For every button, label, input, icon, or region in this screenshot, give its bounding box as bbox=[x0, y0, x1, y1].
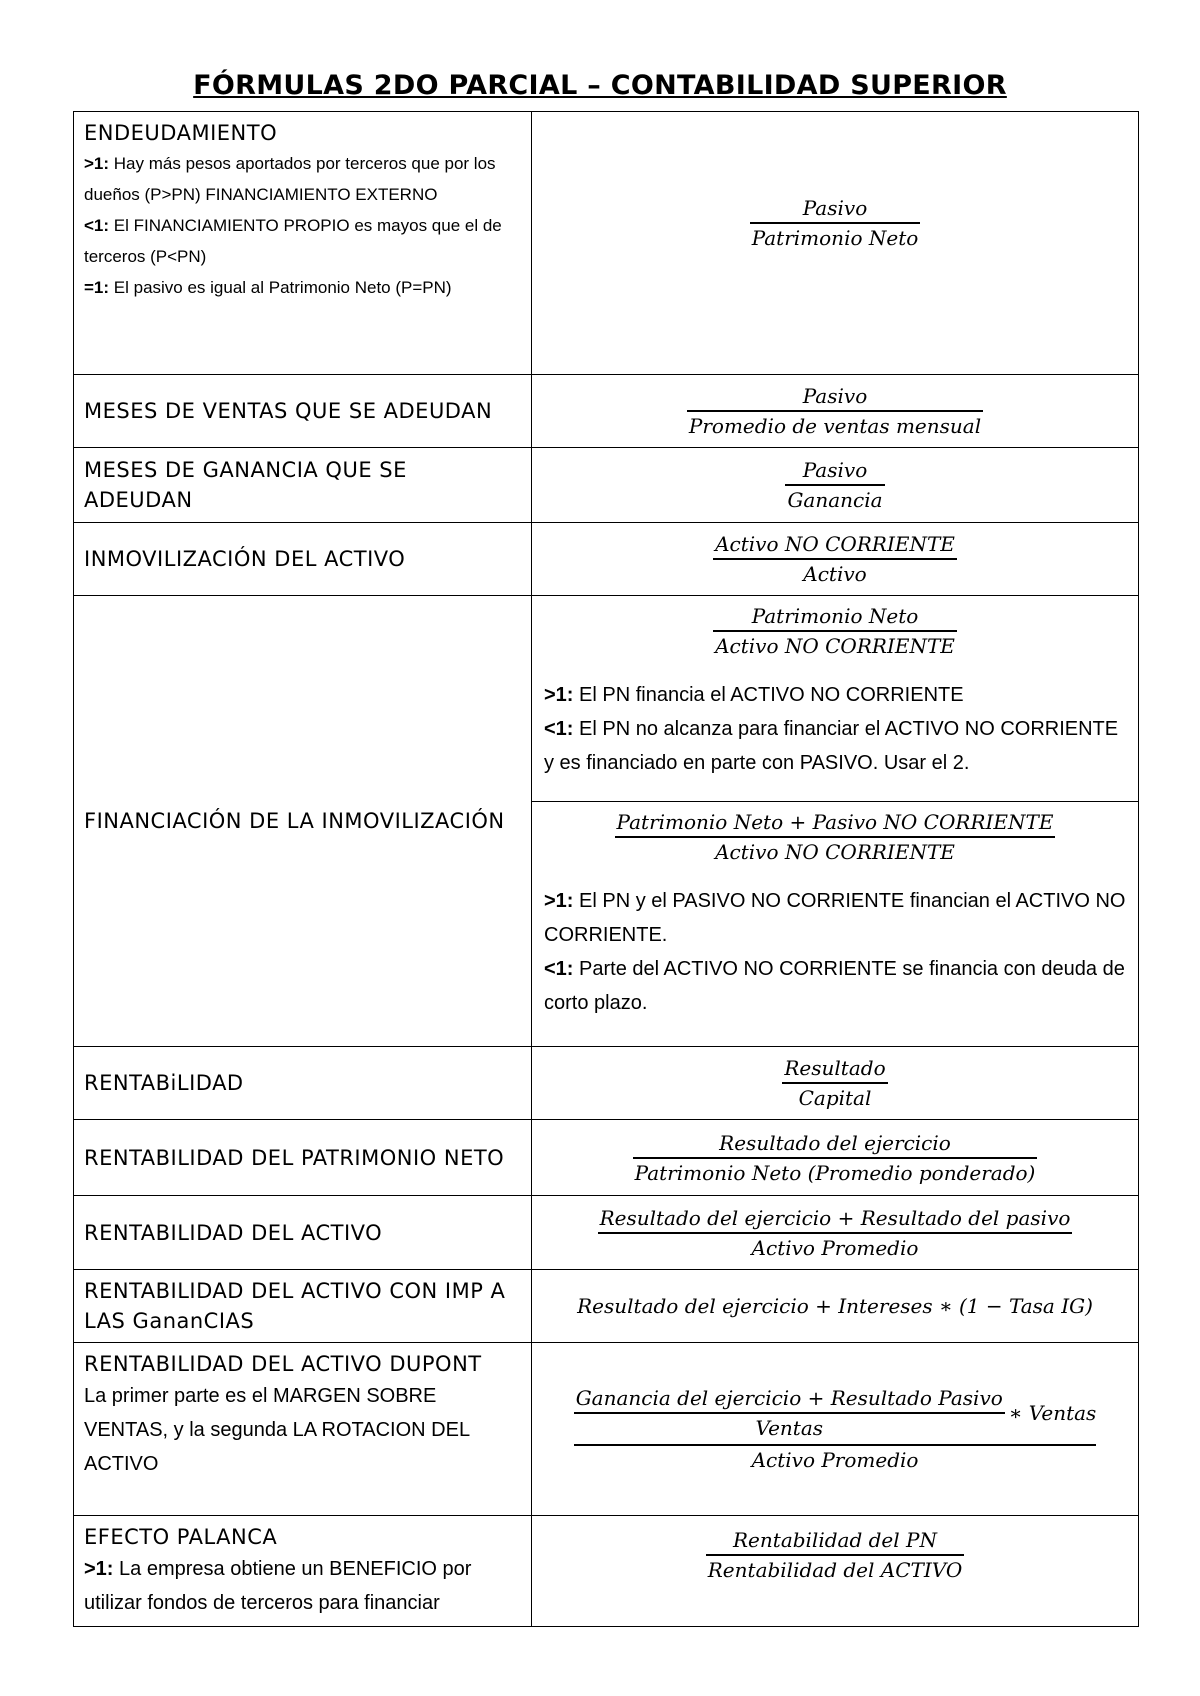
formula-denominator: Activo Promedio bbox=[751, 1448, 919, 1472]
table-row bbox=[74, 1196, 1139, 1270]
formula-numerator: Rentabilidad del PN bbox=[706, 1526, 964, 1556]
inner-fraction bbox=[574, 1384, 1005, 1442]
formula-denominator: Ganancia bbox=[787, 488, 883, 512]
row-label: RENTABILIDAD DEL ACTIVO DUPONT bbox=[84, 1352, 482, 1376]
formula-cell bbox=[532, 1270, 1139, 1343]
formula-denominator: Activo NO CORRIENTE bbox=[715, 634, 955, 658]
row-label-cell bbox=[74, 448, 532, 523]
row-label: INMOVILIZACIÓN DEL ACTIVO bbox=[84, 547, 406, 571]
formula-cell bbox=[532, 375, 1139, 448]
formula-numerator: Pasivo bbox=[785, 456, 884, 486]
formula-notes bbox=[532, 678, 1138, 780]
table-row bbox=[74, 1120, 1139, 1196]
note-mark: <1: bbox=[544, 958, 574, 980]
formula-cell bbox=[532, 596, 1139, 1047]
table-row bbox=[74, 596, 1139, 1047]
formula-numerator: Activo NO CORRIENTE bbox=[713, 530, 957, 560]
note-text: El pasivo es igual al Patrimonio Neto (P=PN) bbox=[109, 278, 452, 297]
row-label: RENTABILIDAD DEL ACTIVO bbox=[84, 1220, 383, 1245]
formula-numerator: Resultado del ejercicio bbox=[633, 1129, 1038, 1159]
formula-denominator: Activo bbox=[803, 562, 867, 586]
formula bbox=[598, 1204, 1073, 1262]
row-label-cell bbox=[74, 112, 532, 375]
note-mark: >1: bbox=[544, 684, 574, 706]
formula bbox=[750, 194, 921, 252]
row-label-cell bbox=[74, 596, 532, 1047]
row-label-cell bbox=[74, 523, 532, 596]
row-label: RENTABILIDAD DEL PATRIMONIO NETO bbox=[84, 1145, 505, 1170]
row-label: FINANCIACIÓN DE LA INMOVILIZACIÓN bbox=[84, 809, 505, 833]
row-label: EFECTO PALANCA bbox=[84, 1525, 278, 1549]
row-label: RENTABILIDAD DEL ACTIVO CON IMP A LAS GananCIAS bbox=[84, 1279, 506, 1333]
formula-numerator: Patrimonio Neto + Pasivo NO CORRIENTE bbox=[615, 808, 1056, 838]
formula-numerator: Patrimonio Neto bbox=[713, 602, 957, 632]
row-label: MESES DE GANANCIA QUE SE ADEUDAN bbox=[84, 458, 407, 512]
note-mark: >1: bbox=[84, 1558, 114, 1580]
formula-cell bbox=[532, 448, 1139, 523]
formula-numerator: Pasivo bbox=[687, 382, 983, 412]
formula-cell bbox=[532, 523, 1139, 596]
row-label-cell bbox=[74, 1047, 532, 1120]
note-text: El FINANCIAMIENTO PROPIO es mayos que el de terceros (P<PN) bbox=[84, 216, 502, 266]
formula-denominator: Promedio de ventas mensual bbox=[688, 414, 982, 438]
row-label-cell bbox=[74, 1196, 532, 1270]
formula bbox=[785, 456, 884, 514]
note-mark: >1: bbox=[544, 890, 574, 912]
formula-cell bbox=[532, 1120, 1139, 1196]
row-label: RENTABiLIDAD bbox=[84, 1071, 244, 1095]
formula-cell bbox=[532, 1047, 1139, 1120]
formula bbox=[615, 808, 1056, 866]
formula bbox=[574, 1384, 1097, 1474]
page-title: FÓRMULAS 2DO PARCIAL – CONTABILIDAD SUPERIOR bbox=[193, 70, 1007, 101]
formula-numerator: Resultado bbox=[782, 1054, 887, 1084]
note-text: Hay más pesos aportados por terceros que por los dueños (P>PN) FINANCIAMIENTO EXTERNO bbox=[84, 154, 496, 204]
formula bbox=[713, 530, 957, 588]
formula-notes bbox=[532, 884, 1138, 1020]
formula bbox=[633, 1129, 1038, 1187]
formula-cell bbox=[532, 112, 1139, 375]
note-text: El PN y el PASIVO NO CORRIENTE financian el ACTIVO NO CORRIENTE. bbox=[544, 890, 1126, 946]
row-label: ENDEUDAMIENTO bbox=[84, 121, 278, 145]
row-label: MESES DE VENTAS QUE SE ADEUDAN bbox=[84, 399, 493, 423]
row-notes bbox=[84, 148, 521, 303]
formula-denominator: Rentabilidad del ACTIVO bbox=[707, 1558, 963, 1582]
inner-denominator: Ventas bbox=[755, 1416, 824, 1440]
formula-cell bbox=[532, 1343, 1139, 1516]
formula bbox=[713, 602, 957, 660]
formula bbox=[782, 1054, 887, 1112]
row-label-cell bbox=[74, 1516, 532, 1627]
formula-subcell-1 bbox=[532, 596, 1138, 802]
formula-expression: Resultado del ejercicio + Intereses ∗ (1 − Tasa IG) bbox=[577, 1294, 1093, 1318]
formula-numerator bbox=[574, 1384, 1097, 1446]
table-row bbox=[74, 523, 1139, 596]
formula-numerator: Resultado del ejercicio + Resultado del pasivo bbox=[598, 1204, 1073, 1234]
table-row bbox=[74, 1343, 1139, 1516]
note-text: Parte del ACTIVO NO CORRIENTE se financia con deuda de corto plazo. bbox=[544, 958, 1125, 1014]
table-row bbox=[74, 112, 1139, 375]
table-row bbox=[74, 448, 1139, 523]
formula-denominator: Patrimonio Neto bbox=[751, 226, 919, 250]
formula-denominator: Activo Promedio bbox=[751, 1235, 919, 1260]
formula-denominator: Patrimonio Neto (Promedio ponderado) bbox=[634, 1160, 1036, 1185]
row-notes: La primer parte es el MARGEN SOBRE VENTAS, y la segunda LA ROTACION DEL ACTIVO bbox=[84, 1385, 470, 1475]
formula-denominator: Activo NO CORRIENTE bbox=[715, 840, 955, 864]
formula-denominator: Capital bbox=[798, 1086, 872, 1110]
row-label-cell bbox=[74, 1343, 532, 1516]
note-text: El PN financia el ACTIVO NO CORRIENTE bbox=[573, 684, 964, 706]
table-row bbox=[74, 1516, 1139, 1627]
formula-cell bbox=[532, 1196, 1139, 1270]
note-mark: <1: bbox=[544, 718, 574, 740]
formula-subcell-2 bbox=[532, 802, 1138, 1020]
table-row bbox=[74, 1047, 1139, 1120]
note-text: El PN no alcanza para financiar el ACTIVO NO CORRIENTE y es financiado en parte con PASIVO. Usar el 2. bbox=[544, 718, 1119, 774]
table-row bbox=[74, 375, 1139, 448]
inner-numerator: Ganancia del ejercicio + Resultado Pasivo bbox=[574, 1384, 1005, 1414]
note-text: La empresa obtiene un BENEFICIO por utilizar fondos de terceros para financiar bbox=[84, 1558, 472, 1614]
row-label-cell bbox=[74, 1270, 532, 1343]
multiplier: ∗ Ventas bbox=[1008, 1401, 1097, 1425]
row-label-cell bbox=[74, 375, 532, 448]
note-mark: >1: bbox=[84, 154, 110, 173]
note-mark: =1: bbox=[84, 278, 110, 297]
row-label-cell bbox=[74, 1120, 532, 1196]
formula-table bbox=[73, 111, 1139, 1627]
table-row bbox=[74, 1270, 1139, 1343]
note-mark: <1: bbox=[84, 216, 110, 235]
formula bbox=[706, 1526, 964, 1584]
formula bbox=[687, 382, 983, 440]
formula-numerator: Pasivo bbox=[750, 194, 921, 224]
row-notes bbox=[84, 1552, 521, 1620]
formula-cell bbox=[532, 1516, 1139, 1627]
